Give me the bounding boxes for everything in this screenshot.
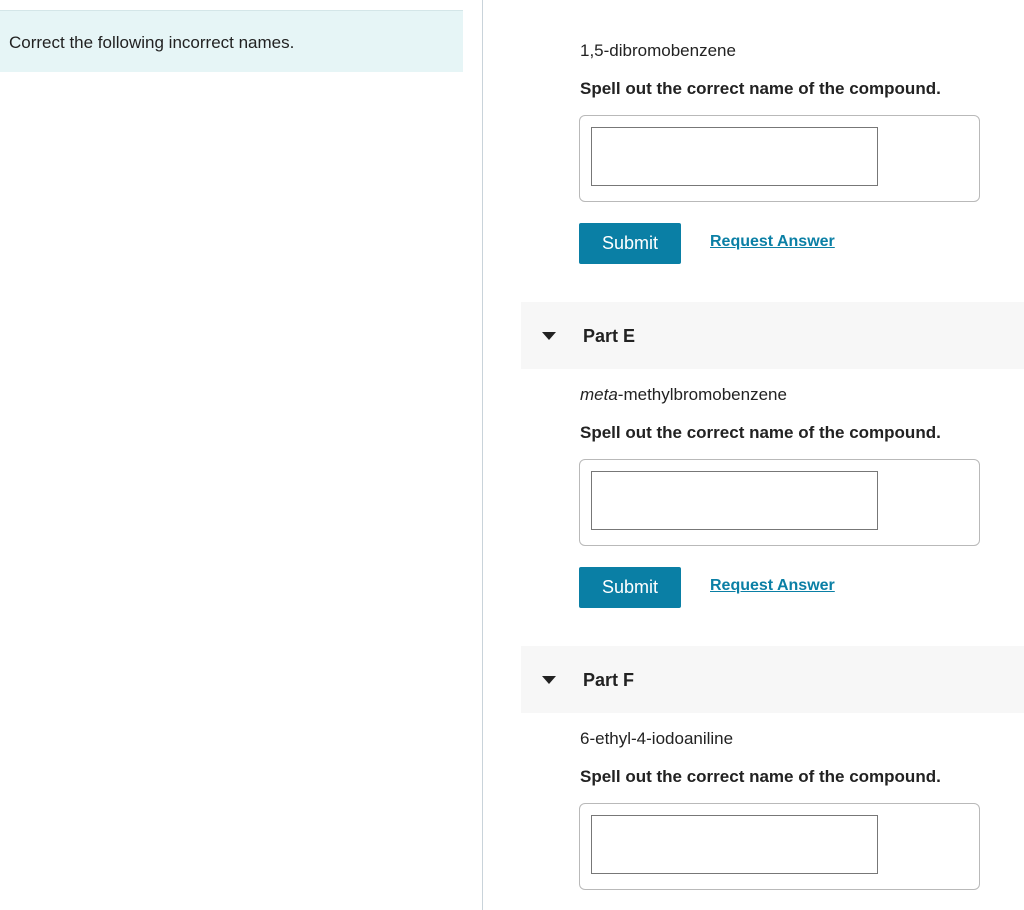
caret-down-icon	[542, 676, 556, 684]
prompt-part-f: Spell out the correct name of the compound.	[580, 767, 941, 786]
column-divider	[482, 0, 483, 910]
request-answer-link-part-e[interactable]: Request Answer	[710, 577, 835, 594]
compound-rest: 6-ethyl-4-iodoaniline	[580, 729, 734, 748]
caret-down-icon	[542, 332, 556, 340]
compound-name-part-d	[580, 41, 736, 61]
compound-prefix: meta	[580, 385, 618, 404]
compound-name-part-e	[580, 385, 787, 405]
answer-box-part-d	[579, 115, 980, 202]
prompt-part-e: Spell out the correct name of the compound.	[580, 423, 941, 442]
compound-rest: -methylbromobenzene	[617, 385, 787, 404]
part-e-title: Part E	[583, 326, 636, 346]
request-answer-link-part-d[interactable]: Request Answer	[710, 233, 835, 250]
prompt-part-d: Spell out the correct name of the compound.	[580, 79, 941, 98]
submit-button-part-e[interactable]: Submit	[579, 567, 681, 608]
compound-rest: 1,5-dibromobenzene	[580, 41, 736, 60]
answer-input-part-d[interactable]	[591, 127, 878, 186]
instructions-panel	[0, 10, 463, 72]
answer-box-part-f	[579, 803, 980, 890]
instructions-text: Correct the following incorrect names.	[9, 33, 295, 52]
part-f-header[interactable]	[521, 646, 1024, 713]
submit-button-part-d[interactable]: Submit	[579, 223, 681, 264]
answer-input-part-f[interactable]	[591, 815, 878, 874]
compound-name-part-f	[580, 729, 733, 749]
answer-input-part-e[interactable]	[591, 471, 878, 530]
part-f-title: Part F	[583, 670, 635, 690]
part-e-header[interactable]	[521, 302, 1024, 369]
answer-box-part-e	[579, 459, 980, 546]
